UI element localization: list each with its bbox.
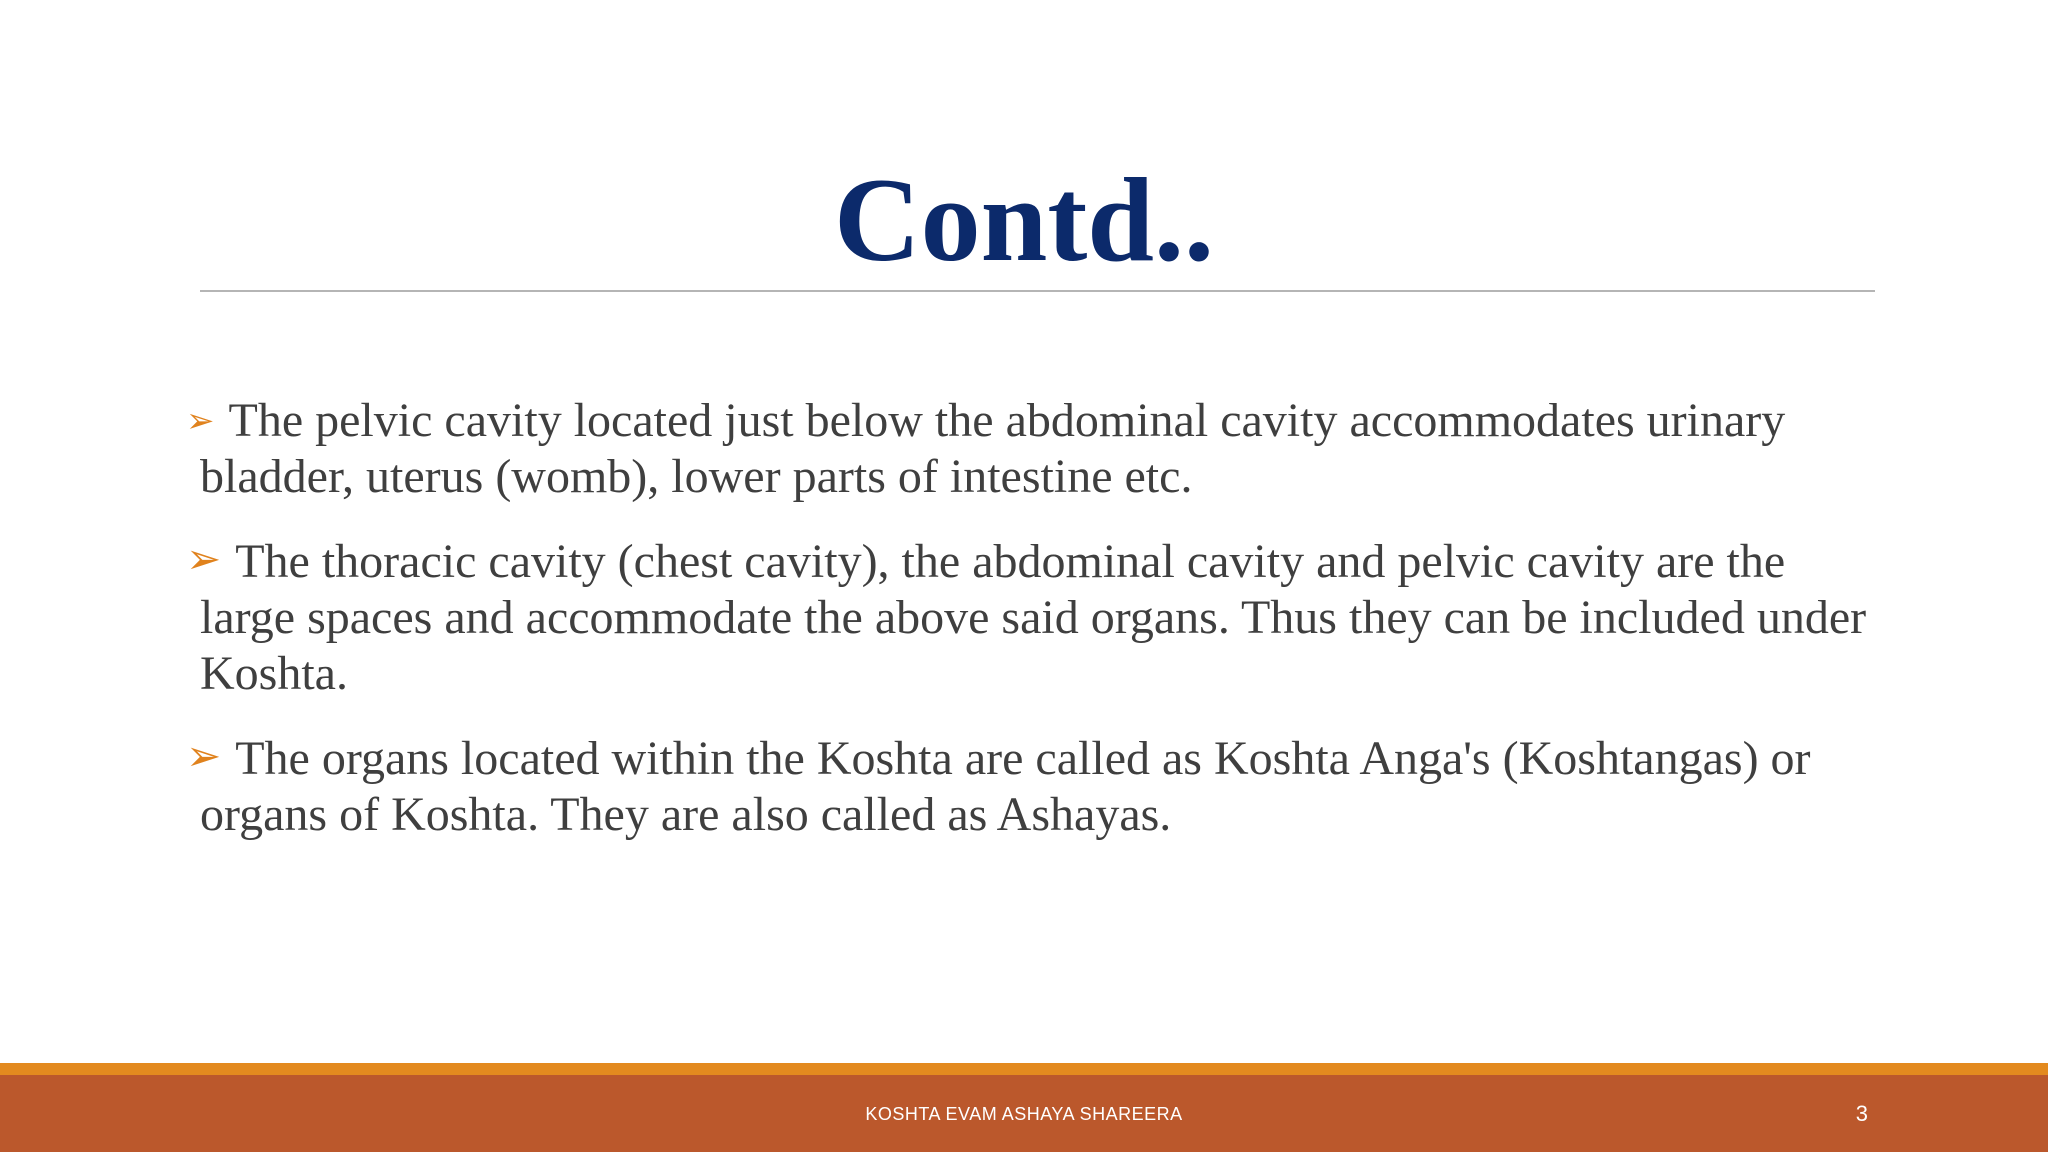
bullet-text: The pelvic cavity located just below the abdominal cavity accommodates urinary bladder, uterus (womb), lower parts of intestine etc. xyxy=(200,394,1786,503)
bullet-text: The organs located within the Koshta are called as Koshta Anga's (Koshtangas) or organs of Koshta. They are also called as Ashayas. xyxy=(200,732,1811,841)
slide-title: Contd.. xyxy=(833,153,1215,286)
footer-title: KOSHTA EVAM ASHAYA SHAREERA xyxy=(865,1104,1183,1124)
bullet-item xyxy=(186,393,1886,505)
bullet-text: The thoracic cavity (chest cavity), the abdominal cavity and pelvic cavity are the large spaces and accommodate the above said organs. Thus they can be included under Koshta. xyxy=(200,535,1867,700)
bullet-item xyxy=(186,531,1886,702)
footer-accent-stripe xyxy=(0,1063,2048,1075)
title-divider xyxy=(200,290,1875,292)
arrow-bullet-icon: ➢ xyxy=(186,534,222,583)
page-number: 3 xyxy=(1855,1101,1868,1126)
arrow-bullet-icon: ➢ xyxy=(186,401,215,441)
bullet-list xyxy=(186,393,1886,869)
arrow-bullet-icon: ➢ xyxy=(186,731,222,780)
bullet-item xyxy=(186,728,1886,843)
